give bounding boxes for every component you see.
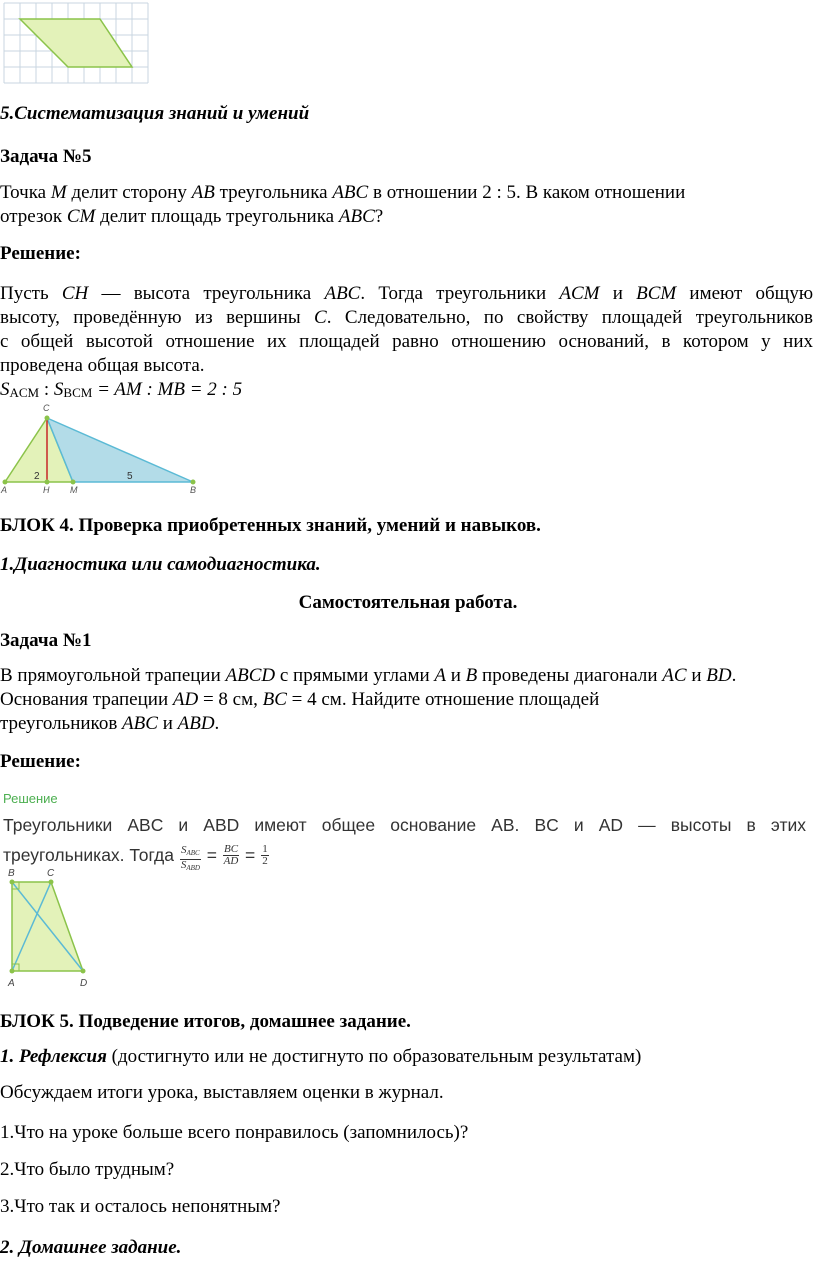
- point-d: [81, 969, 86, 974]
- label-h: H: [43, 485, 50, 495]
- section5-title: 5.Систематизация знаний и умений: [0, 103, 310, 124]
- question-3: 3.Что так и осталось непонятным?: [0, 1196, 281, 1217]
- result-fraction: $\frac{1}{2}$: [262, 843, 268, 867]
- point-c: [49, 880, 54, 885]
- label-5: 5: [127, 471, 133, 482]
- label-c: C: [47, 868, 55, 879]
- task5-title: Задача №5: [0, 146, 92, 167]
- label-b: B: [8, 868, 15, 879]
- question-2: 2.Что было трудным?: [0, 1159, 175, 1180]
- label-c: C: [43, 403, 50, 413]
- homework-title: 2. Домашнее задание.: [0, 1237, 182, 1258]
- point-a: [3, 480, 8, 485]
- discussion-line: Обсуждаем итоги урока, выставляем оценки в журнал.: [0, 1082, 444, 1103]
- triangle-bcm: [47, 418, 193, 482]
- solution-image-heading: Решение: [3, 791, 58, 806]
- point-m: [71, 480, 76, 485]
- task5-solution-line3: с общей высотой отношение их площадей равно отношению оснований, в котором у них: [0, 331, 813, 352]
- task5-solution-line1: Пусть CH — высота треугольника ABC. Тогда треугольники ACM и BCM имеют общую: [0, 283, 814, 304]
- triangle-figure: [0, 400, 205, 498]
- task5-area-formula: $S_{ACM}$ : $S_{BCM}$ = AM : MB = 2 : 5: [0, 379, 243, 400]
- label-a: A: [8, 978, 15, 989]
- reflection-line: 1. Рефлексия (достигнуто или не достигнуто по образовательным результатам): [0, 1046, 642, 1067]
- solution-image-line2: треугольниках. Тогда $S_{ABC}$ $S_{ABD}$ = $\frac{BC}{AD}$ = $\frac{1}{2}$: [3, 843, 268, 872]
- task5-solution-line4: проведена общая высота.: [0, 355, 205, 376]
- point-h: [45, 480, 50, 485]
- grid-parallelogram-figure: [0, 0, 150, 86]
- point-b: [10, 880, 15, 885]
- task1-title: Задача №1: [0, 630, 92, 651]
- label-d: D: [80, 978, 88, 989]
- label-2: 2: [34, 471, 40, 482]
- solution-image-line1: Треугольники ABC и ABD имеют общее основание AB. BC и AD — высоты в этих: [3, 815, 806, 835]
- trapezoid-figure: [0, 864, 100, 989]
- task1-text-line3: треугольников ABC и ABD.: [0, 713, 220, 734]
- point-c: [45, 416, 50, 421]
- task1-text-line2: Основания трапеции AD = 8 см, BC = 4 см. Найдите отношение площадей: [0, 689, 600, 710]
- task1-solution-label: Решение:: [0, 751, 81, 772]
- label-m: M: [70, 485, 78, 495]
- label-b: B: [190, 485, 197, 495]
- label-a: A: [1, 485, 8, 495]
- block5-title: БЛОК 5. Подведение итогов, домашнее задание.: [0, 1011, 411, 1032]
- block4-title: БЛОК 4. Проверка приобретенных знаний, умений и навыков.: [0, 515, 541, 536]
- point-a: [10, 969, 15, 974]
- task1-text-line1: В прямоугольной трапеции ABCD с прямыми углами A и B проведены диагонали AC и BD.: [0, 665, 737, 686]
- task5-solution-label: Решение:: [0, 243, 81, 264]
- side-fraction: $\frac{BC}{AD}$: [223, 843, 239, 867]
- independent-work-title: Самостоятельная работа.: [298, 592, 518, 613]
- task5-solution-line2: высоту, проведённую из вершины C. Следовательно, по свойству площадей треугольников: [0, 307, 813, 328]
- question-1: 1.Что на уроке больше всего понравилось (запомнилось)?: [0, 1122, 469, 1143]
- area-fraction: $S_{ABC}$ $S_{ABD}$: [180, 843, 200, 872]
- task5-text-line1: Точка M делит сторону AB треугольника ABC в отношении 2 : 5. В каком отношении: [0, 182, 686, 203]
- block4-subtitle: 1.Диагностика или самодиагностика.: [0, 554, 321, 575]
- point-b: [191, 480, 196, 485]
- task5-text-line2: отрезок CM делит площадь треугольника ABC?: [0, 206, 384, 227]
- parallelogram: [20, 19, 132, 67]
